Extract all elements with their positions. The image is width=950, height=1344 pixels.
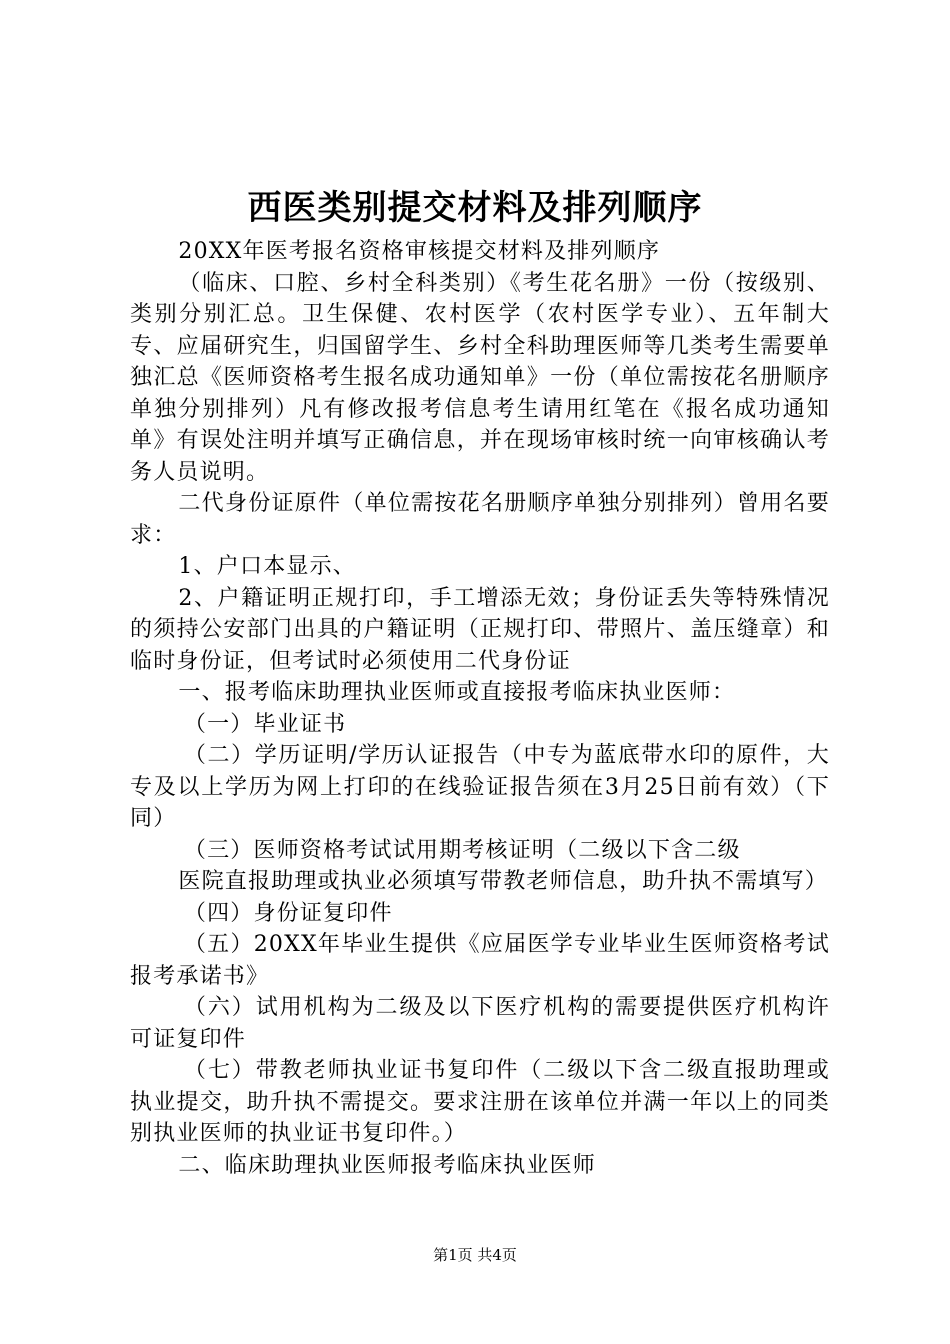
paragraph-item-2: 2、户籍证明正规打印，手工增添无效；身份证丢失等特殊情况的须持公安部门出具的户籍证明（正规打印、带照片、盖压缝章）和临时身份证，但考试时必须使用二代身份证	[130, 585, 830, 674]
section-heading-2: 二、临床助理执业医师报考临床执业医师	[178, 1152, 596, 1178]
paragraph-sub-6: （六）试用机构为二级及以下医疗机构的需要提供医疗机构许可证复印件	[130, 995, 830, 1052]
paragraph-sub-3-continued: 医院直报助理或执业必须填写带教老师信息，助升执不需填写）	[178, 869, 828, 894]
paragraph-intro: 20XX年医考报名资格审核提交材料及排列顺序	[178, 239, 661, 264]
paragraph-sub-3: （三）医师资格考试试用期考核证明（二级以下含二级	[183, 837, 741, 863]
paragraph-sub-7: （七）带教老师执业证书复印件（二级以下含二级直报助理或执业提交，助升执不需提交。要求注册在该单位并满一年以上的同类别执业医师的执业证书复印件。）	[130, 1058, 830, 1146]
page-number-footer: 第1页 共4页	[433, 1246, 517, 1264]
document-body	[130, 236, 830, 1181]
paragraph-id-card: 二代身份证原件（单位需按花名册顺序单独分别排列）曾用名要求：	[130, 491, 830, 548]
section-heading-1: 一、报考临床助理执业医师或直接报考临床执业医师：	[178, 680, 736, 705]
paragraph-sub-2: （二）学历证明/学历认证报告（中专为蓝底带水印的原件，大专及以上学历为网上打印的在线验证报告须在3月25日前有效）（下同）	[130, 743, 830, 831]
paragraph-sub-4: （四）身份证复印件	[183, 900, 393, 926]
document-title: 西医类别提交材料及排列顺序	[247, 188, 703, 228]
paragraph-sub-5: （五）20XX年毕业生提供《应届医学专业毕业生医师资格考试报考承诺书》	[130, 932, 830, 989]
paragraph-item-1: 1、户口本显示、	[178, 554, 356, 579]
paragraph-sub-1: （一）毕业证书	[183, 711, 347, 737]
paragraph-roster: （临床、口腔、乡村全科类别）《考生花名册》一份（按级别、类别分别汇总。卫生保健、农村医学（农村医学专业）、五年制大专、应届研究生，归国留学生、乡村全科助理医师等几类考生需要单独汇总《医师资格考生报名成功通知单》一份（单位需按花名册顺序单独分别排列）凡有修改报考信息考生请用红笔在《报名成功通知单》有误处注明并填写正确信息，并在现场审核时统一向审核确认考务人员说明。	[130, 270, 830, 485]
